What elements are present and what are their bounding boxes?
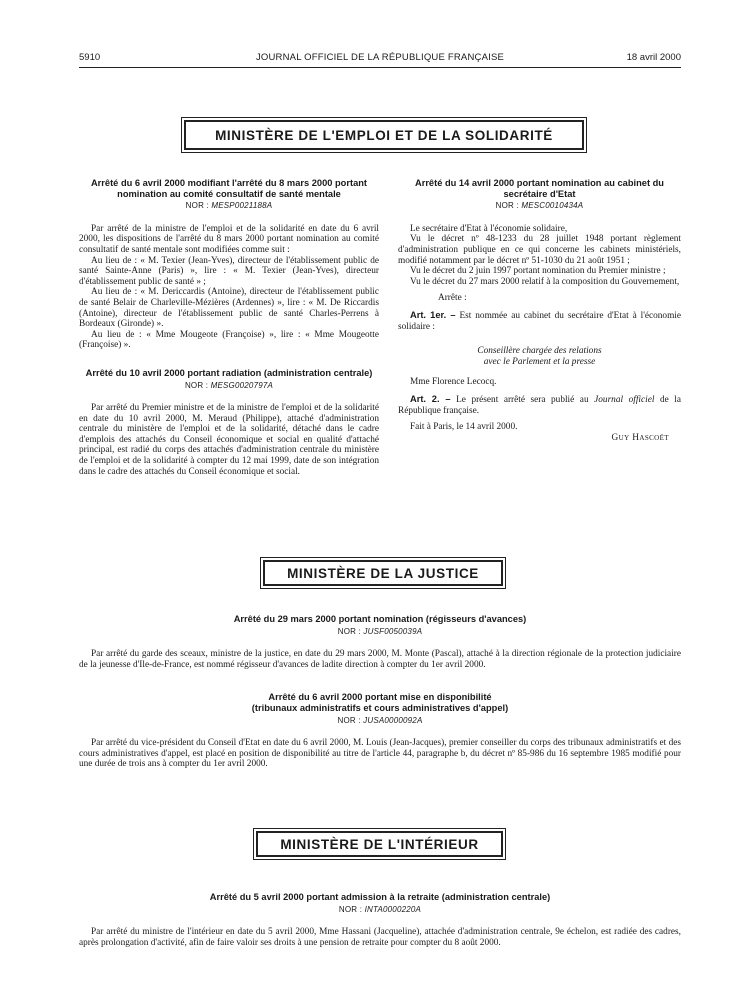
paragraph: Au lieu de : « M. Texier (Jean-Yves), directeur de l'établissement public de santé Sainte-Anne (Paris) », lire : « M. Texier (Jean-Yves), directeur d'établissement public de santé » ; (79, 255, 379, 287)
arrete-title: Arrêté du 6 avril 2000 portant mise en disponibilité (268, 692, 492, 703)
article-label: Art. 2. – (410, 393, 451, 404)
column-right (398, 178, 681, 443)
ministry-heading-interieur (253, 828, 506, 860)
ministry-heading-emploi (181, 117, 587, 153)
article-2: Art. 2. – Le présent arrêté sera publié au Journal officiel de la République française. (398, 393, 681, 416)
paragraph: Par arrêté du garde des sceaux, ministre de la justice, en date du 29 mars 2000, M. Monte (Pascal), attaché à la direction régionale de la protection judiciaire de la jeunesse d'Ile-de-France, est nommé régisseur d'avances de ladite direction à compter du 1er avril 2000. (79, 649, 681, 670)
arrete-title: Arrêté du 14 avril 2000 portant nomination au cabinet du secrétaire d'Etat (414, 178, 664, 199)
ministry-heading-justice-label: MINISTÈRE DE LA JUSTICE (263, 560, 503, 586)
arrete-title: Arrêté du 10 avril 2000 portant radiation (administration centrale) (85, 367, 373, 378)
role-line: Conseillère chargée des relations (477, 346, 602, 357)
role-line: avec le Parlement et la presse (483, 356, 596, 367)
article-text: Est nommée au cabinet du secrétaire d'Etat à l'économie solidaire : (398, 310, 682, 332)
signature: Guy Hascoët (611, 432, 669, 443)
nor-reference: NOR : MESP0021188A (185, 201, 273, 211)
journal-title: JOURNAL OFFICIEL DE LA RÉPUBLIQUE FRANÇAISE (255, 52, 505, 63)
interieur-content (79, 892, 681, 948)
page-number: 5910 (79, 52, 101, 63)
paragraph: Par arrêté du ministre de l'intérieur en date du 5 avril 2000, Mme Hassani (Jacqueline), attachée d'administration centrale, 9e échelon, est radiée des cadres, après prolongation d'activité, afin de faire valoir ses droits à une pension de retraite pour compter du 8 août 2000. (79, 927, 681, 948)
header-rule (79, 67, 681, 68)
journal-reference: Journal officiel (594, 394, 655, 405)
nor-reference: NOR : INTA0000220A (338, 904, 422, 914)
arrete-formula: Arrête : (438, 293, 467, 304)
running-head (79, 52, 681, 66)
column-left (79, 178, 379, 477)
paragraph: Par arrêté de la ministre de l'emploi et de la solidarité en date du 6 avril 2000, les dispositions de l'arrêté du 8 mars 2000 portant nomination au comité consultatif de santé mentale sont modifiées comme suit : (79, 223, 379, 255)
arrete-title: (tribunaux administratifs et cours administratives d'appel) (251, 702, 509, 713)
arrete-title: Arrêté du 5 avril 2000 portant admission à la retraite (administration centrale) (209, 892, 551, 902)
ministry-heading-interieur-label: MINISTÈRE DE L'INTÉRIEUR (256, 831, 503, 857)
paragraph: Vu le décret du 2 juin 1997 portant nomination du Premier ministre ; (410, 266, 666, 277)
nor-reference: NOR : MESG0020797A (184, 380, 274, 390)
place-date: Fait à Paris, le 14 avril 2000. (410, 422, 518, 433)
arrete-title: Arrêté du 29 mars 2000 portant nomination (régisseurs d'avances) (233, 614, 527, 624)
article-1 (398, 310, 681, 332)
appointee: Mme Florence Lecocq. (410, 377, 497, 388)
paragraph: Par arrêté du Premier ministre et de la ministre de l'emploi et de la solidarité en date du 10 avril 2000, M. Meraud (Philippe), attaché d'administration centrale du ministère de l'emploi et de la solidarité, détaché dans le cadre d'emplois des attachés du Conseil économique et social en qualité d'attaché principal, est radié du corps des attachés d'administration centrale du ministère de l'emploi et de la solidarité à compter du 12 mai 1999, date de son intégration dans le cadre des attachés du Conseil économique et social. (79, 403, 379, 477)
arrete-title: Arrêté du 6 avril 2000 modifiant l'arrêté du 8 mars 2000 portant nomination au comité consultatif de santé mentale (90, 178, 368, 199)
paragraph: Au lieu de : « Mme Mougeote (Françoise) », lire : « Mme Mougeotte (Françoise) ». (79, 329, 379, 351)
nor-reference: NOR : MESC0010434A (495, 201, 584, 211)
issue-date: 18 avril 2000 (626, 52, 681, 63)
nor-reference: NOR : JUSA0000092A (337, 715, 423, 725)
ministry-heading-justice (260, 557, 506, 589)
justice-content (79, 614, 681, 770)
article-label: Art. 1er. – (410, 309, 456, 320)
nor-reference: NOR : JUSF0050039A (337, 626, 423, 636)
paragraph: Par arrêté du vice-président du Conseil d'Etat en date du 6 avril 2000, M. Louis (Jean-Jacques), premier conseiller du corps des tribunaux administratifs et des cours administratives d'appel, est placé en position de disponibilité au titre de l'article 44, paragraphe b, du décret nº 85-986 du 16 septembre 1985 modifié pour une durée de trois ans à compter du 1er avril 2000. (79, 738, 681, 770)
ministry-heading-emploi-label: MINISTÈRE DE L'EMPLOI ET DE LA SOLIDARITÉ (184, 120, 584, 150)
paragraph: Au lieu de : « M. Dericcardis (Antoine), directeur de l'établissement public de santé Belair de Charleville-Mézières (Ardennes) », lire : « M. De Riccardis (Antoine), directeur de l'établissement public de santé Charles-Perrens à Bordeaux (Gironde) ». (79, 287, 379, 330)
paragraph: Vu le décret nº 48-1233 du 28 juillet 1948 portant règlement d'administration publique en ce qui concerne les cabinets ministériels, modifié notamment par le décret nº 51-1030 du 21 août 1951 ; (398, 234, 681, 266)
paragraph: Vu le décret du 27 mars 2000 relatif à la composition du Gouvernement, (410, 276, 680, 287)
paragraph: Le secrétaire d'Etat à l'économie solidaire, (410, 223, 568, 234)
